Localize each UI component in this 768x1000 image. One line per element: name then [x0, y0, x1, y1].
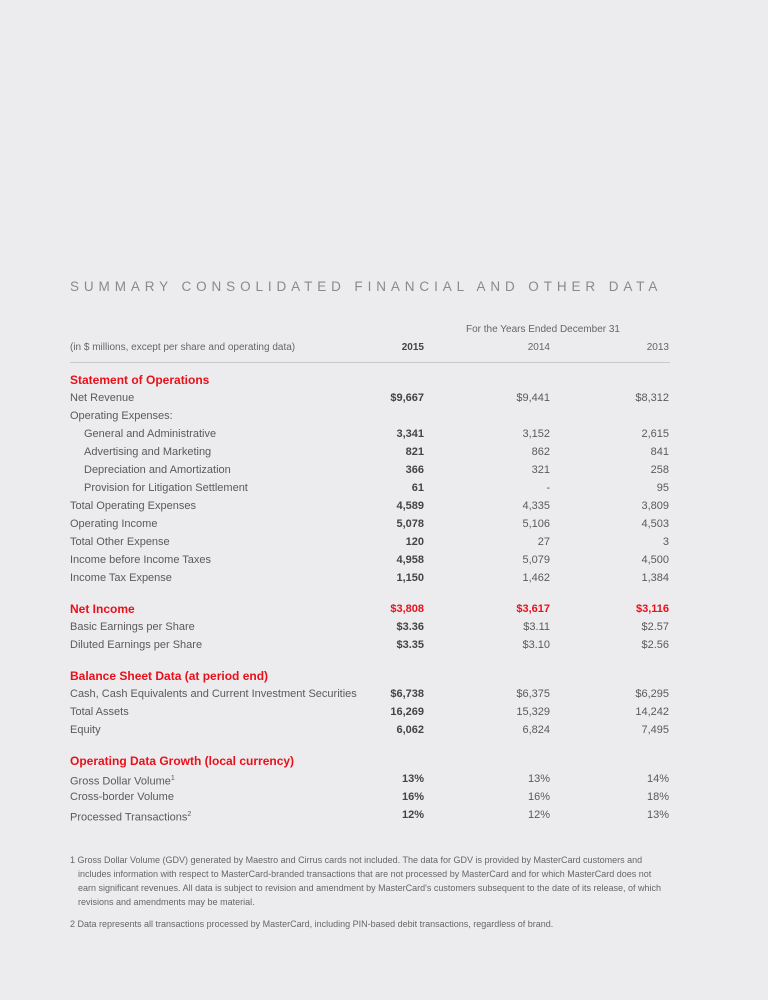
footnote-marker: 1 — [170, 775, 175, 782]
row-label — [70, 497, 196, 515]
value-2013: 3 — [662, 536, 669, 548]
value-2014: 862 — [531, 446, 550, 458]
row-label-text: Total Assets — [70, 706, 129, 718]
section-gap — [70, 654, 670, 667]
value-2015: $3.36 — [396, 621, 424, 633]
value-2015: 366 — [405, 464, 424, 476]
row-label — [70, 788, 174, 806]
table-row — [70, 443, 670, 461]
value-2014: $3.10 — [522, 639, 550, 651]
value-2013: 13% — [646, 809, 669, 821]
value-2015: 12% — [401, 809, 424, 821]
section-title: Operating Data Growth (local currency) — [70, 754, 295, 768]
value-2013: 7,495 — [641, 724, 669, 736]
table-row — [70, 685, 670, 703]
value-2015: 821 — [405, 446, 424, 458]
value-2015: $6,738 — [390, 688, 424, 700]
units-note: (in $ millions, except per share and operating data) — [70, 342, 296, 353]
value-2015: $9,667 — [390, 392, 424, 404]
row-label-text: Operating Income — [70, 518, 158, 530]
footnote-marker: 2 — [187, 811, 192, 818]
value-2014: $3.11 — [523, 621, 550, 633]
value-2013: 95 — [656, 482, 669, 494]
value-2013: $3,116 — [635, 603, 669, 615]
value-2013: 3,809 — [641, 500, 669, 512]
financial-table — [70, 371, 670, 824]
value-2013: $6,295 — [635, 688, 669, 700]
row-label — [84, 425, 216, 443]
row-label — [70, 569, 172, 587]
value-2014: 5,079 — [522, 554, 550, 566]
year-2014-header: 2014 — [527, 342, 550, 353]
row-label-text: Basic Earnings per Share — [70, 621, 195, 633]
footnote-1: 1 Gross Dollar Volume (GDV) generated by Maestro and Cirrus cards not included. The data for GDV is provided by MasterCard customers and includes information with respect to MasterCard-branded transactions that are not processed by MasterCard and for which MasterCard does not earn significant revenues. All data is subject to revision and amendment by MasterCard's customers subsequent to the date of its release, of which revisions and amendments may be material. — [70, 855, 662, 907]
year-2013-header: 2013 — [646, 342, 669, 353]
value-2014: 5,106 — [522, 518, 550, 530]
row-label — [70, 806, 191, 827]
value-2015: 6,062 — [396, 724, 424, 736]
row-label-text: Provision for Litigation Settlement — [84, 482, 248, 494]
footnote-2: 2 Data represents all transactions processed by MasterCard, including PIN-based debit transactions, regardless of brand. — [70, 919, 554, 929]
row-label — [70, 533, 170, 551]
value-2013: 841 — [650, 446, 669, 458]
row-label — [84, 479, 248, 497]
value-2013: 14% — [646, 773, 669, 785]
value-2015: 120 — [405, 536, 424, 548]
section-title: Balance Sheet Data (at period end) — [70, 669, 269, 683]
value-2014: 6,824 — [522, 724, 550, 736]
value-2014: $6,375 — [516, 688, 550, 700]
value-2014: $3,617 — [516, 603, 550, 615]
row-label-text: Depreciation and Amortization — [84, 464, 231, 476]
value-2014: 12% — [527, 809, 550, 821]
value-2013: 14,242 — [635, 706, 669, 718]
row-label — [70, 703, 129, 721]
value-2015: $3.35 — [396, 639, 424, 651]
period-header: For the Years Ended December 31 — [466, 324, 620, 335]
row-label-text: General and Administrative — [84, 428, 217, 440]
page-title: SUMMARY CONSOLIDATED FINANCIAL AND OTHER DATA — [70, 279, 663, 294]
table-row — [70, 389, 670, 407]
row-label — [70, 618, 195, 636]
row-label — [70, 685, 357, 703]
value-2015: 1,150 — [396, 572, 424, 584]
value-2015: $3,808 — [390, 603, 424, 615]
table-row — [70, 461, 670, 479]
table-row — [70, 770, 670, 788]
value-2015: 5,078 — [396, 518, 424, 530]
table-row — [70, 703, 670, 721]
row-label-text: Total Operating Expenses — [70, 500, 196, 512]
row-label-text: Income Tax Expense — [70, 572, 172, 584]
row-label-text: Gross Dollar Volume — [70, 775, 171, 788]
row-label — [70, 515, 157, 533]
row-label — [70, 551, 211, 569]
row-label-text: Income before Income Taxes — [70, 554, 212, 566]
table-row — [70, 497, 670, 515]
value-2014: 4,335 — [522, 500, 550, 512]
row-label-text: Diluted Earnings per Share — [70, 639, 203, 651]
table-row — [70, 533, 670, 551]
table-row — [70, 788, 670, 806]
table-row — [70, 515, 670, 533]
section-header — [70, 752, 670, 770]
section-gap — [70, 587, 670, 600]
footnotes — [70, 853, 670, 939]
value-2014: 1,462 — [522, 572, 550, 584]
row-label-text: Net Revenue — [70, 392, 135, 404]
value-2014: 13% — [527, 773, 550, 785]
section-title: Statement of Operations — [70, 373, 210, 387]
row-label — [70, 636, 202, 654]
value-2013: $2.57 — [641, 621, 669, 633]
table-row — [70, 569, 670, 587]
value-2015: 4,589 — [396, 500, 424, 512]
table-row — [70, 721, 670, 739]
row-label — [70, 407, 173, 425]
value-2014: 27 — [537, 536, 550, 548]
row-label-text: Processed Transactions — [70, 811, 188, 824]
row-label-text: Total Other Expense — [70, 536, 170, 548]
section-header — [70, 667, 670, 685]
table-row — [70, 551, 670, 569]
value-2015: 61 — [411, 482, 424, 494]
table-row — [70, 425, 670, 443]
table-row — [70, 618, 670, 636]
row-label — [70, 389, 134, 407]
section-title: Net Income — [70, 602, 135, 616]
section-header — [70, 371, 670, 389]
value-2014: 321 — [531, 464, 550, 476]
value-2015: 3,341 — [396, 428, 424, 440]
row-label-text: Cross-border Volume — [70, 791, 174, 803]
row-label-text: Operating Expenses: — [70, 410, 173, 422]
value-2014: - — [546, 482, 550, 494]
value-2013: 18% — [646, 791, 669, 803]
value-2013: 4,500 — [641, 554, 669, 566]
value-2013: $2.56 — [641, 639, 669, 651]
value-2013: 258 — [650, 464, 669, 476]
value-2013: 1,384 — [641, 572, 669, 584]
section-gap — [70, 739, 670, 752]
table-row — [70, 636, 670, 654]
value-2015: 13% — [401, 773, 424, 785]
value-2014: 15,329 — [516, 706, 550, 718]
value-2014: 3,152 — [522, 428, 550, 440]
table-row — [70, 479, 670, 497]
value-2015: 4,958 — [396, 554, 424, 566]
value-2014: $9,441 — [516, 392, 550, 404]
header-divider — [70, 362, 670, 363]
value-2013: 2,615 — [641, 428, 669, 440]
table-row — [70, 407, 670, 425]
value-2015: 16,269 — [390, 706, 424, 718]
section-header — [70, 600, 670, 618]
year-2015-header: 2015 — [401, 342, 424, 353]
value-2013: $8,312 — [635, 392, 669, 404]
row-label-text: Equity — [70, 724, 101, 736]
row-label-text: Advertising and Marketing — [84, 446, 212, 458]
row-label-text: Cash, Cash Equivalents and Current Investment Securities — [70, 688, 357, 700]
row-label — [84, 461, 231, 479]
table-row — [70, 806, 670, 824]
value-2013: 4,503 — [641, 518, 669, 530]
row-label — [84, 443, 211, 461]
row-label — [70, 721, 101, 739]
value-2015: 16% — [401, 791, 424, 803]
value-2014: 16% — [527, 791, 550, 803]
